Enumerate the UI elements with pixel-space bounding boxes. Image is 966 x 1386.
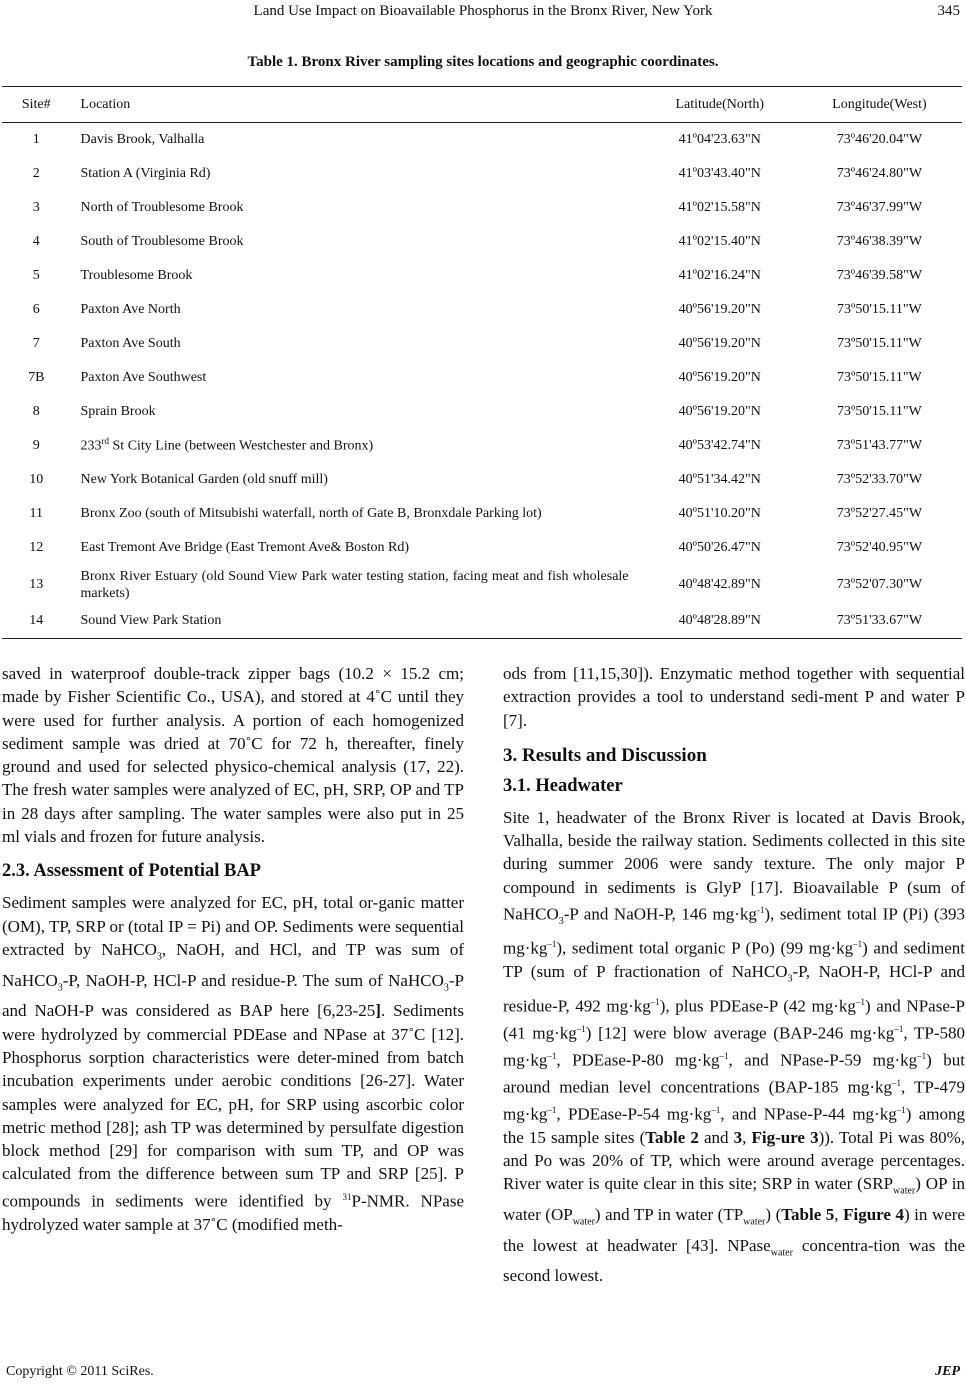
- latitude-cell: 40º53'42.74"N: [678, 437, 761, 453]
- table-row: [2, 361, 962, 395]
- location-cell: Paxton Ave South: [80, 335, 181, 351]
- table-row: [2, 123, 962, 157]
- latitude-cell: 40º56'19.20"N: [678, 301, 761, 317]
- table-row: [2, 157, 962, 191]
- site-cell: 4: [32, 233, 40, 249]
- longitude-cell: 73º51'43.77"W: [836, 437, 923, 453]
- latitude-cell: 41º04'23.63"N: [678, 131, 761, 147]
- col-header-longitude: Longitude(West): [797, 87, 962, 123]
- paragraph: Sediment samples were analyzed for EC, pH, total or-ganic matter (OM), TP, SRP or (total IP = Pi) and OP. Sediments were sequential extracted by NaHCO$_3$, NaOH, and HCl, and TP was sum of NaHCO$_3$-P, NaOH-P, HCl-P and residue-P. The sum of NaHCO$_3$-P and NaOH-P was considered as BAP here [6,23-25]. Sediments were hydrolyzed by commercial PDEase and NPase at 37˚C [12]. Phosphorus sorption characteristics were deter-mined from batch incubation experiments under aerobic conditions [26-27]. Water samples were analyzed for EC, pH, for SRP using ascorbic color metric method [28]; ash TP was determined by persulfate digestion block method [29] for comparison with sum TP, and OP was calculated from the difference between sum TP and SRP [25]. P compounds in sediments were identified by $^{31}$P-NMR. NPase hydrolyzed water sample at 37˚C (modified meth-: [2, 893, 464, 1234]
- site-cell: 5: [32, 267, 40, 283]
- col-header-location: Location: [71, 87, 643, 123]
- latitude-cell: 40º50'26.47"N: [678, 539, 761, 555]
- latitude-cell: 40º48'42.89"N: [678, 576, 761, 592]
- sites-table: [2, 86, 962, 639]
- location-text: Bronx River Estuary (old Sound View Park water testing station, facing meat and fish wholesale markets): [80, 568, 629, 601]
- journal-abbrev: JEP: [935, 1364, 960, 1379]
- location-cell: Sound View Park Station: [71, 605, 643, 639]
- location-cell: [71, 565, 643, 605]
- latitude-cell: 41º02'15.40"N: [678, 233, 761, 249]
- latitude-cell: 41º02'16.24"N: [678, 267, 761, 283]
- table-row: [2, 463, 962, 497]
- table-row: [2, 565, 962, 605]
- running-title: Land Use Impact on Bioavailable Phosphorus in the Bronx River, New York: [253, 3, 713, 19]
- longitude-cell: 73º51'33.67"W: [797, 605, 962, 639]
- latitude-cell: 40º51'10.20"N: [678, 505, 761, 521]
- col-header-site: Site#: [2, 87, 71, 123]
- site-cell: 3: [32, 199, 40, 215]
- section-heading: 2.3. Assessment of Potential BAP: [2, 861, 261, 882]
- table-row: [2, 293, 962, 327]
- longitude-cell: 73º50'15.11"W: [837, 301, 922, 317]
- site-cell: 7B: [28, 369, 45, 385]
- paragraph: ods from [11,15,30]). Enzymatic method together with sequential extraction provides a tool to understand sedi-ment P and water P [7].: [503, 664, 965, 730]
- longitude-cell: 73º50'15.11"W: [837, 403, 922, 419]
- location-cell: New York Botanical Garden (old snuff mill): [80, 471, 328, 487]
- site-cell: 11: [29, 505, 43, 521]
- table-caption: Table 1. Bronx River sampling sites locations and geographic coordinates.: [247, 54, 719, 70]
- right-column: [503, 662, 965, 1288]
- location-cell: Station A (Virginia Rd): [80, 165, 211, 181]
- table-row: [2, 191, 962, 225]
- longitude-cell: 73º46'38.39"W: [836, 233, 923, 249]
- table-row: [2, 531, 962, 565]
- paragraph: saved in waterproof double-track zipper bags (10.2 × 15.2 cm; made by Fisher Scientific Co., USA), and stored at 4˚C until they were used for further analysis. A portion of each homogenized sediment sample was dried at 70˚C for 72 h, thereafter, finely ground and used for selected physico-chemical analysis (17, 22). The fresh water samples were analyzed of EC, pH, SRP, OP and TP in 28 days after sampling. The water samples were also put in 25 ml vials and frozen for future analysis.: [2, 664, 464, 847]
- location-cell: Troublesome Brook: [80, 267, 193, 283]
- latitude-cell: 40º56'19.20"N: [678, 335, 761, 351]
- latitude-cell: 41º02'15.58"N: [678, 199, 761, 215]
- section-heading: 3. Results and Discussion: [503, 744, 707, 766]
- table-row: [2, 605, 962, 639]
- site-cell: 12: [29, 539, 44, 555]
- subsection-heading: 3.1. Headwater: [503, 775, 623, 796]
- page-footer: [0, 1364, 966, 1384]
- table-row: [2, 395, 962, 429]
- ordinal-suffix: rd: [101, 436, 110, 447]
- site-cell: 10: [29, 471, 44, 487]
- location-cell: Paxton Ave Southwest: [80, 369, 207, 385]
- latitude-cell: 40º51'34.42"N: [678, 471, 761, 487]
- location-cell: North of Troublesome Brook: [80, 199, 244, 215]
- longitude-cell: 73º50'15.11"W: [837, 335, 922, 351]
- latitude-cell: 41º03'43.40"N: [678, 165, 761, 181]
- latitude-cell: 40º56'19.20"N: [678, 369, 761, 385]
- location-cell: Sprain Brook: [80, 403, 156, 419]
- running-header: [0, 0, 966, 24]
- location-text: St City Line (between Westchester and Bronx): [109, 438, 374, 454]
- location-number: 233: [80, 438, 102, 454]
- site-cell: 9: [32, 437, 40, 453]
- paragraph: Site 1, headwater of the Bronx River is located at Davis Brook, Valhalla, beside the railway station. Sediments collected in this site during summer 2006 were sandy texture. The only major P compound in sediments is GlyP [17]. Bioavailable P (sum of NaHCO$_3$-P and NaOH-P, 146 $mg\cdot kg^{-1}$), sediment total IP (Pi) (393 $mg\cdot kg^{-1}$), sediment total organic P (Po) (99 $mg\cdot kg^{-1}$) and sediment TP (sum of P fractionation of NaHCO$_3$-P, NaOH-P, HCl-P and residue-P, 492 $mg\cdot kg^{-1}$), plus PDEase-P (42 $mg\cdot kg^{-1}$) and NPase-P (41 $mg\cdot kg^{-1}$) [12] were blow average (BAP-246 $mg\cdot kg^{-1}$, TP-580 $mg\cdot kg^{-1}$, PDEase-P-80 $mg\cdot kg^{-1}$, and NPase-P-59 $mg\cdot kg^{-1}$) but around median level concentrations (BAP-185 $mg\cdot kg^{-1}$, TP-479 $mg\cdot kg^{-1}$, PDEase-P-54 $mg\cdot kg^{-1}$, and NPase-P-44 $mg\cdot kg^{-1}$) among the 15 sample sites (Table 2 and 3, Fig-ure 3)). Total Pi was 80%, and Po was 20% of TP, which were around average percentages. River water is quite clear in this site; SRP in water $(SRP_{water})$ OP in water $(OP_{water})$ and TP in water $(TP_{water})$ (Table 5, Figure 4) in were the lowest at headwater [43]. NPase$_{water}$ concentra-tion was the second lowest.: [503, 807, 966, 1286]
- site-cell: 2: [32, 165, 40, 181]
- site-cell: 6: [32, 301, 40, 317]
- location-cell: South of Troublesome Brook: [80, 233, 244, 249]
- location-cell: Paxton Ave North: [80, 301, 181, 317]
- location-cell: Davis Brook, Valhalla: [80, 131, 205, 147]
- table-row: [2, 429, 962, 463]
- table-header-row: [2, 87, 962, 123]
- page-number: 345: [937, 3, 960, 19]
- longitude-cell: 73º52'33.70"W: [836, 471, 923, 487]
- table-row: [2, 327, 962, 361]
- location-cell: [71, 429, 643, 463]
- location-cell: East Tremont Ave Bridge (East Tremont Ave& Boston Rd): [80, 539, 410, 555]
- site-cell: 7: [32, 335, 40, 351]
- site-cell: 8: [32, 403, 40, 419]
- site-cell: 1: [32, 131, 40, 147]
- longitude-cell: 73º46'37.99"W: [836, 199, 923, 215]
- left-column: [2, 662, 464, 1236]
- table-row: [2, 497, 962, 531]
- table-row: [2, 259, 962, 293]
- longitude-cell: 73º52'27.45"W: [836, 505, 923, 521]
- longitude-cell: 73º50'15.11"W: [837, 369, 922, 385]
- site-cell: 13: [29, 576, 44, 592]
- table-row: [2, 225, 962, 259]
- copyright-text: Copyright © 2011 SciRes.: [6, 1364, 154, 1379]
- col-header-latitude: Latitude(North): [643, 87, 797, 123]
- longitude-cell: 73º46'24.80"W: [836, 165, 923, 181]
- latitude-cell: 40º56'19.20"N: [678, 403, 761, 419]
- latitude-cell: 40º48'28.89"N: [643, 605, 797, 639]
- longitude-cell: 73º52'40.95"W: [836, 539, 923, 555]
- longitude-cell: 73º46'20.04"W: [836, 131, 923, 147]
- location-cell: Bronx Zoo (south of Mitsubishi waterfall, north of Gate B, Bronxdale Parking lot): [80, 505, 542, 521]
- longitude-cell: 73º52'07.30"W: [836, 576, 923, 592]
- longitude-cell: 73º46'39.58"W: [836, 267, 923, 283]
- site-cell: 14: [2, 605, 71, 639]
